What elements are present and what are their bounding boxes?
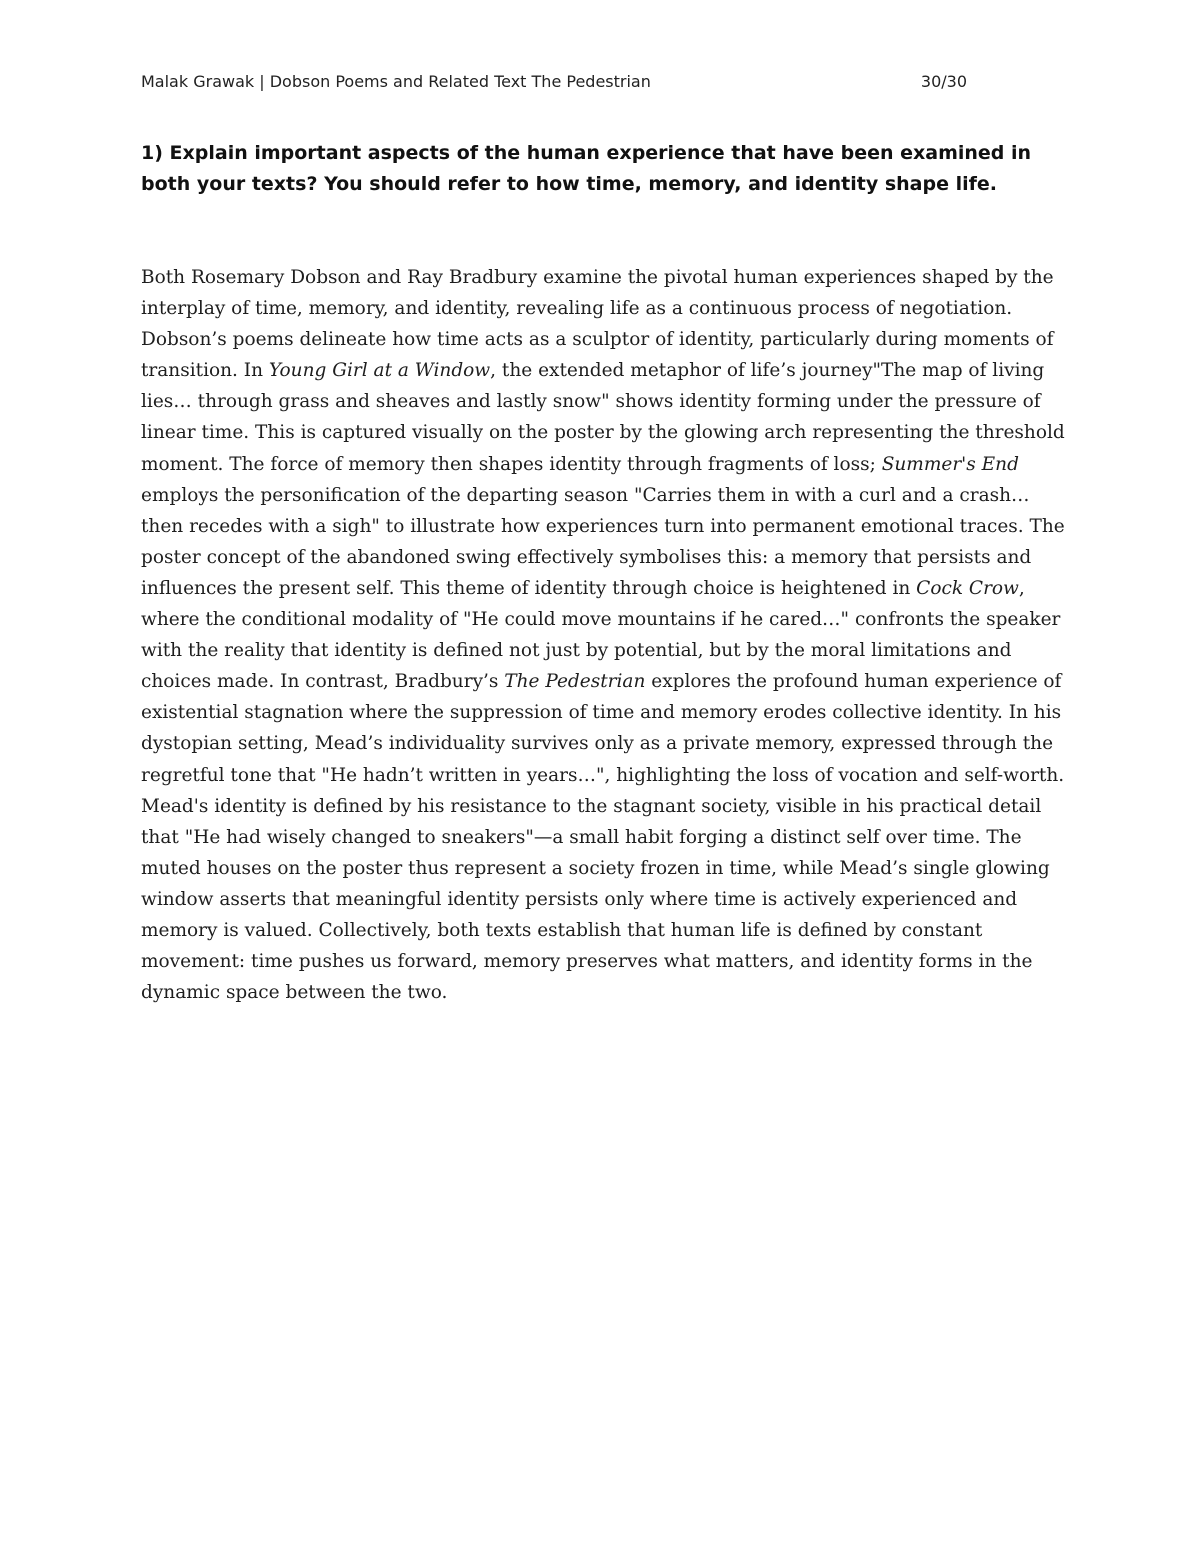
- essay-text-segment: , the extended metaphor of life’s journey"The map of living lies… through grass and sheaves and lastly snow" shows identity forming under the pressure of linear time. This is captured visually on the poster by the glowing arch representing the threshold moment. The force of memory then shapes identity through fragments of loss;: [141, 360, 1065, 475]
- essay-paragraph: [141, 262, 1066, 1008]
- text-title-the-pedestrian: The Pedestrian: [504, 671, 646, 693]
- text-title-cock-crow: Cock Crow: [916, 577, 1019, 599]
- essay-text-segment: Both Rosemary Dobson and Ray Bradbury examine the pivotal human experiences shaped by the interplay of time, memory, and identity, revealing life as a continuous process of negotiation. Dobson’s poems delineate how time acts as a sculptor of identity, particularly during moments of transition. In: [141, 267, 1054, 382]
- essay-text-segment: employs the personification of the departing season "Carries them in with a curl and a crash… then recedes with a sigh" to illustrate how experiences turn into permanent emotional traces. The poster concept of the abandoned swing effectively symbolises this: a memory that persists and influences the present self. This theme of identity through choice is heightened in: [141, 484, 1065, 599]
- essay-text-segment: explores the profound human experience of existential stagnation where the suppression of time and memory erodes collective identity. In his dystopian setting, Mead’s individuality survives only as a private memory, expressed through the regretful tone that "He hadn’t written in years…", highlighting the loss of vocation and self-worth. Mead's identity is defined by his resistance to the stagnant society, visible in his practical detail that "He had wisely changed to sneakers"—a small habit forging a distinct self over time. The muted houses on the poster thus represent a society frozen in time, while Mead’s single glowing window asserts that meaningful identity persists only where time is actively experienced and memory is valued. Collectively, both texts establish that human life is defined by constant movement: time pushes us forward, memory preserves what matters, and identity forms in the dynamic space between the two.: [141, 671, 1065, 1004]
- header-page-number: 30/30: [920, 72, 967, 91]
- question-heading: 1) Explain important aspects of the human experience that have been examined in both your texts? You should refer to how time, memory, and identity shape life.: [141, 142, 1032, 195]
- header-title: Malak Grawak | Dobson Poems and Related Text The Pedestrian: [141, 72, 651, 91]
- text-title-young-girl: Young Girl at a Window: [268, 360, 491, 382]
- essay-text-segment: , where the conditional modality of "He could move mountains if he cared…" confronts the speaker with the reality that identity is defined not just by potential, but by the moral limitations and choices made. In contrast, Bradbury’s: [141, 577, 1061, 693]
- text-title-summers-end: Summer's End: [881, 453, 1019, 475]
- page-header: [141, 72, 967, 98]
